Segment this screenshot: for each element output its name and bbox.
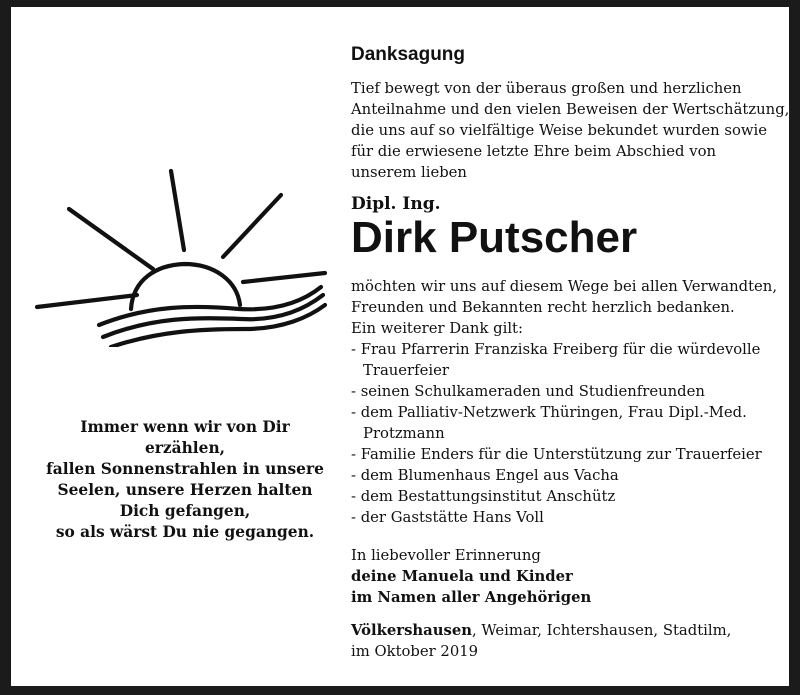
- signer-line: im Namen aller Angehörigen: [351, 589, 592, 606]
- academic-title: Dipl. Ing.: [351, 194, 441, 214]
- body-line: möchten wir uns auf diesem Wege bei allen Verwandten,: [351, 278, 778, 295]
- body-line: Ein weiterer Dank gilt:: [351, 320, 523, 337]
- verse-line: so als wärst Du nie gegangen.: [55, 523, 315, 541]
- thanks-item: - dem Bestattungsinstitut Anschütz: [351, 488, 616, 505]
- place-primary: Völkershausen: [351, 622, 473, 639]
- intro-line: Tief bewegt von der überaus großen und herzlichen: [351, 80, 742, 97]
- verse-line: Dich gefangen,: [119, 502, 251, 520]
- closing-phrase: In liebevoller Erinnerung: [351, 547, 541, 564]
- thanks-item: - dem Blumenhaus Engel aus Vacha: [351, 467, 619, 484]
- sun-ray-upper-left: [69, 209, 153, 269]
- verse-line: Seelen, unsere Herzen halten: [57, 481, 313, 499]
- place-date-block: [351, 620, 731, 662]
- body-line: Freunden und Bekannten recht herzlich bedanken.: [351, 299, 735, 316]
- thanks-item-continuation: Protzmann: [363, 425, 445, 442]
- sun-dome: [131, 264, 240, 309]
- thanks-item: - Familie Enders für die Unterstützung zur Trauerfeier: [351, 446, 762, 463]
- thanks-item: - dem Palliativ-Netzwerk Thüringen, Frau Dipl.-Med.: [351, 404, 747, 421]
- places-line: [351, 620, 731, 641]
- verse-line: erzählen,: [145, 439, 225, 457]
- sun-ray-right: [243, 273, 325, 282]
- intro-line: unserem lieben: [351, 164, 467, 181]
- verse-line: Immer wenn wir von Dir: [80, 418, 290, 436]
- intro-text: [351, 78, 789, 183]
- thanks-item: - Frau Pfarrerin Franziska Freiberg für die würdevolle: [351, 341, 761, 358]
- sun-ray-left: [37, 295, 137, 307]
- sun-ray-vertical: [171, 171, 184, 250]
- signature-block: [351, 545, 591, 608]
- thanks-item-continuation: Trauerfeier: [363, 362, 449, 379]
- places-other: , Weimar, Ichtershausen, Stadtilm,: [472, 622, 732, 639]
- intro-line: die uns auf so vielfältige Weise bekundet wurden sowie: [351, 122, 768, 139]
- thanks-text: [351, 276, 777, 528]
- signer-line: deine Manuela und Kinder: [351, 568, 573, 585]
- notice-date: im Oktober 2019: [351, 643, 479, 660]
- intro-line: Anteilnahme und den vielen Beweisen der Wertschätzung,: [351, 101, 790, 118]
- thanks-item: - der Gaststätte Hans Voll: [351, 509, 544, 526]
- thanks-item: - seinen Schulkameraden und Studienfreunden: [351, 383, 705, 400]
- verse-line: fallen Sonnenstrahlen in unsere: [46, 460, 324, 478]
- sunrise-illustration: [29, 157, 329, 347]
- memorial-verse: [41, 417, 329, 543]
- intro-line: für die erwiesene letzte Ehre beim Abschied von: [351, 143, 717, 160]
- deceased-name: Dirk Putscher: [351, 213, 638, 262]
- notice-heading: Danksagung: [351, 44, 466, 65]
- sun-ray-upper-right: [223, 195, 281, 257]
